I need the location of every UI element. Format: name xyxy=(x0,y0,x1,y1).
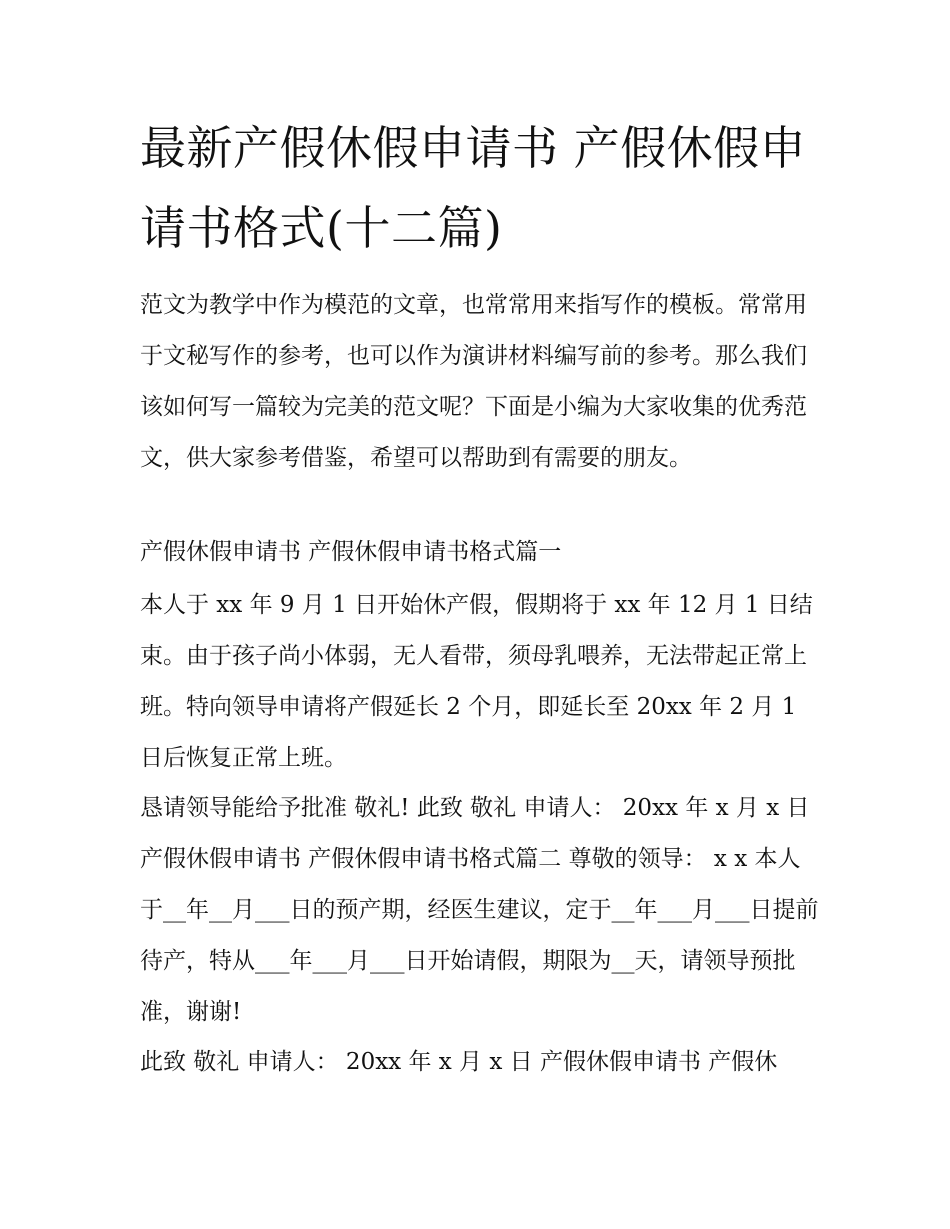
body-paragraph-one: 本人于 xx 年 9 月 1 日开始休产假，假期将于 xx 年 12 月 1 日结束。由于孩子尚小体弱，无人看带，须母乳喂养，无法带起正常上班。特向领导申请将产假延长 2 个月，即延长至 20xx 年 2 月 1 日后恢复正常上班。 xyxy=(140,592,813,771)
intro-paragraph: 范文为教学中作为模范的文章，也常常用来指写作的模板。常常用于文秘写作的参考，也可以作为演讲材料编写前的参考。那么我们该如何写一篇较为完美的范文呢？下面是小编为大家收集的优秀范文，供大家参考借鉴，希望可以帮助到有需要的朋友。 xyxy=(140,292,807,471)
section-heading-one: 产假休假申请书 产假休假申请书格式篇一 xyxy=(140,539,562,565)
body-paragraph-three: 此致 敬礼 申请人： 20xx 年 x 月 x 日 产假休假申请书 产假休 xyxy=(140,1049,778,1075)
document-title: 最新产假休假申请书 产假休假申请书格式(十二篇) xyxy=(140,121,807,255)
body-paragraph-two: 恳请领导能给予批准 敬礼! 此致 敬礼 申请人： 20xx 年 x 月 x 日 产假休假申请书 产假休假申请书格式篇二 尊敬的领导： x x 本人于__年__月___日的预产期，经医生建议，定于__年___月___日提前待产，特从___年___月___日开始请假，期限为__天，请领导预批准，谢谢! xyxy=(140,795,819,1025)
